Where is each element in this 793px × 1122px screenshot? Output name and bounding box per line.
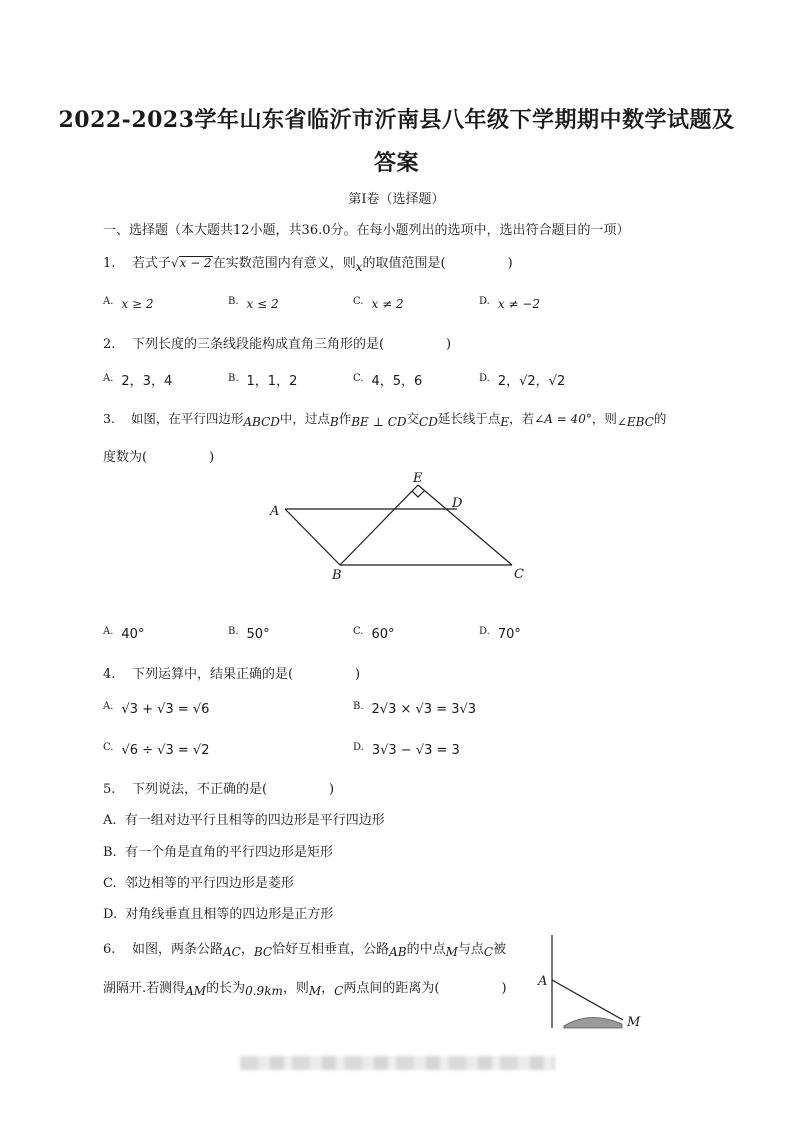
q3-option-a-value: 40° bbox=[121, 627, 145, 642]
question-6 bbox=[103, 938, 506, 957]
q3-label-b: B bbox=[332, 568, 342, 583]
q5-option-b-letter: B. bbox=[103, 845, 117, 860]
q4-option-b-letter: B. bbox=[353, 701, 364, 712]
q4-option-d-letter: D. bbox=[353, 742, 364, 753]
q5-number: 5. bbox=[103, 782, 116, 797]
q6-line2-text-d: 两点间的距离为( bbox=[343, 981, 440, 996]
q2-text: 下列长度的三条线段能构成直角三角形的是( bbox=[131, 337, 385, 352]
q3-cd: CD bbox=[419, 415, 438, 429]
document-title-line2: 答案 bbox=[373, 150, 419, 176]
q5-close: ) bbox=[329, 782, 335, 797]
q3-right-angle-mark bbox=[412, 491, 424, 497]
q6-c: C bbox=[483, 945, 494, 959]
q1-text-post: 的取值范围是( bbox=[362, 256, 446, 271]
q6-sep: ， bbox=[240, 942, 254, 957]
q3-abcd: ABCD bbox=[243, 415, 280, 429]
q2-option-b-value: 1，1，2 bbox=[246, 374, 298, 389]
q1-option-b bbox=[228, 297, 279, 312]
q4-option-a bbox=[103, 702, 209, 717]
q6-am: AM bbox=[185, 984, 207, 998]
q2-option-d-letter: D. bbox=[479, 373, 490, 384]
q6-lake-shape bbox=[564, 1017, 622, 1028]
q3-option-c-letter: C. bbox=[353, 626, 364, 637]
q6-m: M bbox=[445, 945, 458, 959]
q4-option-d-value: 3√3 − √3 = 3 bbox=[371, 743, 460, 758]
q6-road-am bbox=[552, 980, 623, 1020]
q1-text-mid: 在实数范围内有意义，则 bbox=[212, 256, 356, 271]
q1-radicand: x − 2 bbox=[179, 256, 212, 270]
q3-text-5: 延长线于点 bbox=[437, 411, 501, 426]
q1-text-pre: 若式子 bbox=[131, 256, 171, 271]
q3-segment-be bbox=[340, 485, 418, 565]
q1-option-a-value: x ≥ 2 bbox=[121, 297, 154, 311]
q6-label-m: M bbox=[627, 1015, 641, 1030]
q5-option-d-value: 对角线垂直且相等的四边形是正方形 bbox=[125, 907, 334, 922]
q2-option-a-value: 2，3，4 bbox=[121, 374, 173, 389]
q3-label-c: C bbox=[514, 567, 524, 582]
q2-option-b bbox=[228, 370, 297, 389]
q6-line2-text-a: 湖隔开.若测得 bbox=[103, 981, 186, 996]
q3-text-1: 如图，在平行四边形 bbox=[130, 411, 244, 426]
q6-label-a: A bbox=[538, 974, 548, 989]
question-2 bbox=[103, 333, 451, 352]
q3-e: E bbox=[500, 415, 510, 429]
q1-option-c-letter: C. bbox=[353, 296, 364, 307]
q4-option-c bbox=[103, 743, 209, 758]
document-title-line1: 2022-2023学年山东省临沂市沂南县八年级下学期期中数学试题及 bbox=[58, 107, 735, 133]
q2-number: 2. bbox=[103, 337, 116, 352]
q3-line-2-text: 度数为( bbox=[103, 450, 148, 465]
q6-ac: AC bbox=[222, 945, 241, 959]
q6-sep2: ， bbox=[321, 981, 335, 996]
q3-text-4: 交 bbox=[406, 411, 420, 426]
q3-label-a: A bbox=[270, 504, 280, 519]
q4-option-a-letter: A. bbox=[103, 701, 114, 712]
q3-option-d-letter: D. bbox=[479, 626, 490, 637]
footer-watermark-blur bbox=[240, 1056, 555, 1070]
q2-option-b-letter: B. bbox=[228, 373, 239, 384]
q5-option-d-letter: D. bbox=[103, 907, 118, 922]
q2-option-c bbox=[353, 370, 422, 389]
q1-option-a bbox=[103, 297, 154, 312]
q6-number: 6. bbox=[103, 942, 116, 957]
q3-text-2: 中，过点 bbox=[279, 411, 330, 426]
q6-bc: BC bbox=[253, 945, 273, 959]
q6-text-4: 与点 bbox=[457, 942, 484, 957]
q3-option-a bbox=[103, 627, 144, 642]
question-4 bbox=[103, 663, 360, 682]
q4-text: 下列运算中，结果正确的是( bbox=[131, 667, 294, 682]
q5-option-a-value: 有一组对边平行且相等的四边形是平行四边形 bbox=[124, 813, 385, 828]
q6-text-1: 如图，两条公路 bbox=[131, 942, 223, 957]
q3-option-b bbox=[228, 627, 270, 642]
q3-segment-ce bbox=[418, 485, 512, 565]
q6-m2: M bbox=[308, 984, 322, 998]
q4-option-b-value: 2√3 × √3 = 3√3 bbox=[371, 702, 477, 717]
q5-option-c-letter: C. bbox=[103, 876, 117, 891]
q3-number: 3. bbox=[103, 411, 115, 426]
q3-option-d bbox=[479, 627, 521, 642]
q3-perp: BE ⊥ CD bbox=[351, 415, 407, 429]
q3-angle-a: ∠A = 40° bbox=[534, 412, 592, 426]
q5-option-a-letter: A. bbox=[103, 813, 117, 828]
q4-option-c-letter: C. bbox=[103, 742, 114, 753]
q4-option-d bbox=[353, 743, 460, 758]
q4-option-a-value: √3 + √3 = √6 bbox=[121, 702, 210, 717]
q1-option-c bbox=[353, 297, 404, 312]
section-heading: 一、选择题（本大题共12小题，共36.0分。在每小题列出的选项中，选出符合题目的一项） bbox=[103, 223, 630, 238]
q3-segment-ab bbox=[285, 509, 340, 565]
q1-close: ) bbox=[507, 256, 513, 271]
q3-label-d: D bbox=[452, 496, 463, 511]
q3-b: B bbox=[329, 415, 339, 429]
question-1: 1. 若式子√x − 2在实数范围内有意义，则x的取值范围是( ) bbox=[103, 256, 513, 274]
q5-option-d bbox=[103, 903, 333, 922]
q2-option-c-letter: C. bbox=[353, 373, 364, 384]
q3-text-6: ，若 bbox=[509, 411, 535, 426]
q6-distance: 0.9km bbox=[245, 984, 283, 998]
q3-option-c-value: 60° bbox=[371, 627, 395, 642]
q4-number: 4. bbox=[103, 667, 116, 682]
q6-text-3: 的中点 bbox=[406, 942, 446, 957]
q1-option-d-letter: D. bbox=[479, 296, 490, 307]
q6-road-figure bbox=[530, 930, 660, 1030]
question-5 bbox=[103, 778, 334, 797]
q1-option-b-letter: B. bbox=[228, 296, 239, 307]
q3-parallelogram-figure bbox=[260, 465, 540, 590]
q5-text: 下列说法，不正确的是( bbox=[131, 782, 268, 797]
volume-label: 第Ⅰ卷（选择题） bbox=[348, 192, 445, 207]
q2-close: ) bbox=[446, 337, 452, 352]
q3-text-8: 的 bbox=[653, 411, 667, 426]
q3-text-7: ，则 bbox=[591, 411, 617, 426]
q1-number: 1. bbox=[103, 256, 116, 271]
q2-option-a bbox=[103, 370, 172, 389]
q5-option-b bbox=[103, 841, 333, 860]
q1-option-a-letter: A. bbox=[103, 296, 114, 307]
q6-close: ) bbox=[501, 981, 507, 996]
q5-option-b-value: 有一个角是直角的平行四边形是矩形 bbox=[124, 845, 333, 860]
q4-option-c-value: √6 ÷ √3 = √2 bbox=[121, 743, 210, 758]
q1-option-b-value: x ≤ 2 bbox=[246, 297, 279, 311]
q3-option-b-value: 50° bbox=[246, 627, 270, 642]
q1-option-d-value: x ≠ −2 bbox=[497, 297, 540, 311]
q3-angle-ebc: ∠EBC bbox=[616, 415, 654, 429]
q3-label-e: E bbox=[413, 471, 423, 486]
q1-option-d bbox=[479, 297, 540, 312]
q3-option-b-letter: B. bbox=[228, 626, 239, 637]
q6-c2: C bbox=[334, 984, 344, 998]
q2-option-a-letter: A. bbox=[103, 373, 114, 384]
q3-line-2 bbox=[103, 446, 214, 465]
q6-line2-text-b: 的长为 bbox=[206, 981, 246, 996]
q6-line-2 bbox=[103, 977, 507, 996]
q3-option-a-letter: A. bbox=[103, 626, 114, 637]
q5-option-a bbox=[103, 809, 385, 828]
q3-text-3: 作 bbox=[338, 411, 352, 426]
q2-option-d-value: 2，√2，√2 bbox=[497, 374, 566, 389]
q6-text-5: 被 bbox=[493, 942, 507, 957]
q2-option-d bbox=[479, 370, 565, 389]
q6-line2-text-c: ，则 bbox=[282, 981, 309, 996]
q6-ab: AB bbox=[389, 945, 407, 959]
q3-option-c bbox=[353, 627, 395, 642]
q6-text-2: 恰好互相垂直，公路 bbox=[272, 942, 390, 957]
q5-option-c-value: 邻边相等的平行四边形是菱形 bbox=[124, 876, 294, 891]
q5-option-c bbox=[103, 872, 294, 891]
q4-close: ) bbox=[355, 667, 361, 682]
q1-var: x bbox=[355, 260, 363, 274]
q3-option-d-value: 70° bbox=[497, 627, 521, 642]
q1-option-c-value: x ≠ 2 bbox=[371, 297, 404, 311]
q4-option-b bbox=[353, 702, 476, 717]
question-3 bbox=[103, 409, 666, 427]
q2-option-c-value: 4，5，6 bbox=[371, 374, 423, 389]
q3-close: ) bbox=[209, 450, 215, 465]
